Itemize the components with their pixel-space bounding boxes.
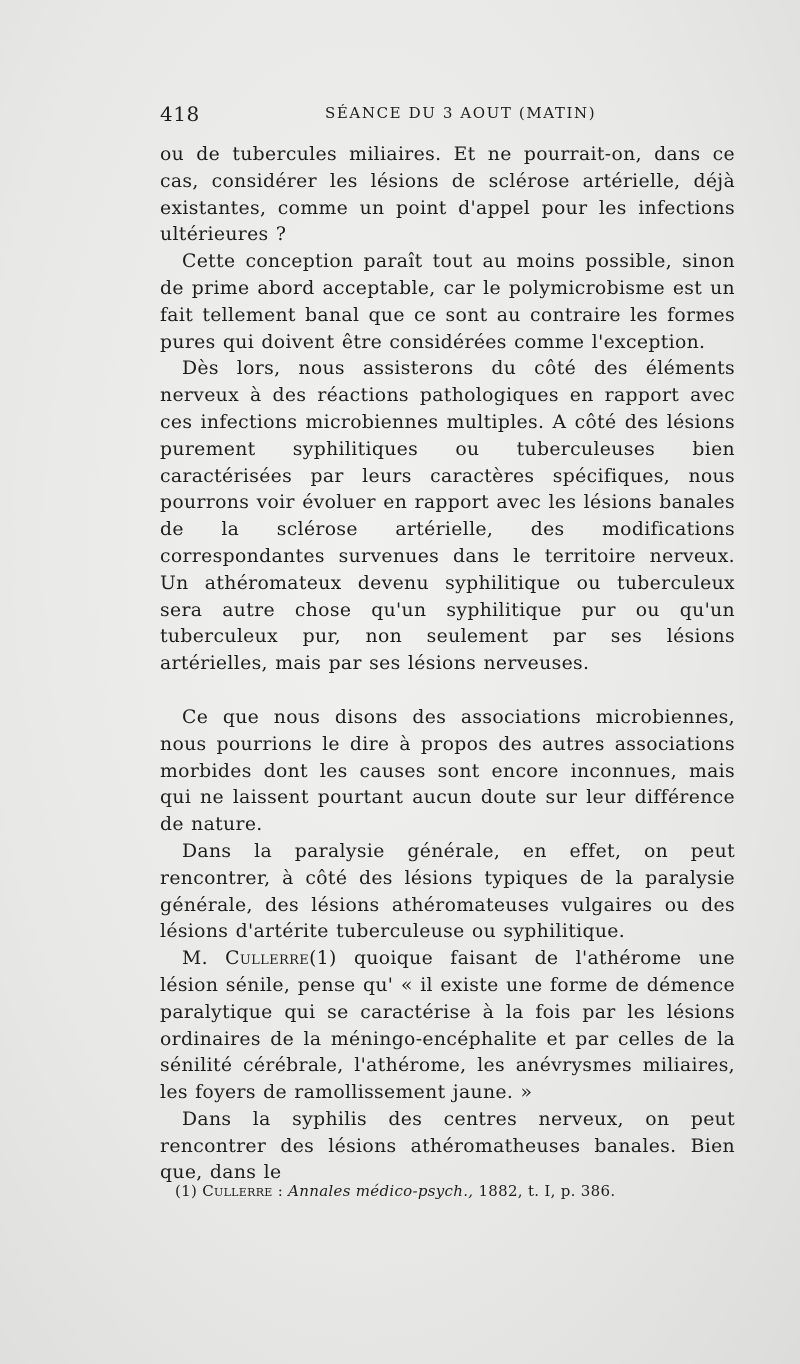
paragraph-paralysie-generale: Dans la paralysie générale, en effet, on peut rencontrer, à côté des lésions typiques de la paralysie générale, des lésions athéromateuses vulgaires ou des lésions d'artérite tuberculeuse ou syphilitique. [160, 840, 735, 943]
page-body [160, 142, 735, 1187]
footnote-marker: (1) [175, 1182, 198, 1200]
paragraph-continuation: ou de tubercules miliaires. Et ne pourrait-on, dans ce cas, considérer les lésions de sclérose artérielle, déjà existantes, comme un point d'appel pour les infections ultérieures ? [160, 144, 735, 246]
author-prefix: M. [182, 948, 208, 970]
footnote [175, 1180, 735, 1202]
paragraph-associations: Ce que nous disons des associations microbiennes, nous pourrions le dire à propos des autres associations morbides dont les causes sont encore inconnues, mais qui ne laissent pourtant aucun doute sur leur différence de nature. [160, 706, 735, 836]
footnote-separator: : [277, 1182, 284, 1200]
paragraph-des-lors: Dès lors, nous assisterons du côté des éléments nerveux à des réactions pathologiques en rapport avec ces infections microbiennes multiples. A côté des lésions purement syphilitiques ou tuberculeuses bien caractérisées par leurs caractères spécifiques, nous pourrons voir évoluer en rapport avec les lésions banales de la sclérose artérielle, des modifications correspondantes survenues dans le territoire nerveux. Un athéromateux devenu syphilitique ou tuberculeux sera autre chose qu'un syphilitique pur ou qu'un tuberculeux pur, non seulement par ses lésions artérielles, mais par ses lésions nerveuses. [160, 358, 735, 675]
paragraph-cullerre-text: quoique faisant de l'athérome une lésion sénile, pense qu' « il existe une forme de démence paralytique qui se caractérise à la fois par les lésions ordinaires de la méningo-encéphalite et par celles de la sénilité cérébrale, l'athérome, les anévrysmes miliaires, les foyers de ramollissement jaune. » [160, 948, 736, 1104]
paragraph-syphilis: Dans la syphilis des centres nerveux, on peut rencontrer des lésions athéromatheuses banales. Bien que, dans le [160, 1108, 735, 1184]
page-header [160, 100, 735, 130]
footnote-details: 1882, t. I, p. 386. [478, 1182, 616, 1200]
author-name: Cullerre [225, 948, 310, 970]
running-head: SÉANCE DU 3 AOUT (MATIN) [325, 104, 597, 122]
paragraph-conception: Cette conception paraît tout au moins possible, sinon de prime abord acceptable, car le polymicrobisme est un fait tellement banal que ce sont au contraire les formes pures qui doivent être considérées comme l'exception. [160, 251, 735, 353]
footnote-journal: Annales médico-psych., [288, 1182, 474, 1200]
footnote-author: Cullerre [202, 1182, 273, 1200]
page-number: 418 [160, 102, 200, 126]
footnote-reference: (1) [309, 948, 337, 970]
paragraph-cullerre [160, 946, 735, 1107]
